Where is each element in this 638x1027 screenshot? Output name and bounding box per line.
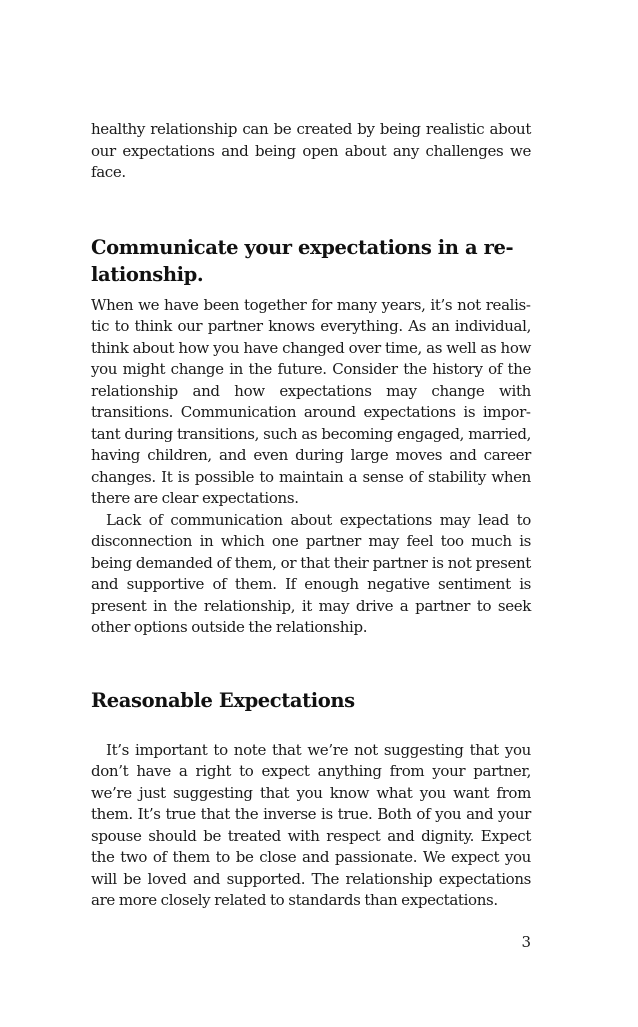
section-heading-reasonable: Reasonable Expectations (91, 688, 355, 712)
intro-paragraph: healthy relationship can be created by being realistic about our expectations and being open about any challenges we face. (91, 120, 531, 181)
section2-paragraph-1: It’s important to note that we’re not suggesting that you don’t have a right to expect anything from your partner, we’re just suggesting that you know what you want from them. It’s true that the inverse is true. Both of you and your spouse should be treated with respect and dignity. Expect the two of them to be close and passionate. We expect you will be loved and supported. The relationship expectations are more closely related to standards than expectations. (91, 740, 531, 909)
section1-paragraph-1: When we have been together for many years, it’s not realistic to think our partner knows everything. As an individual, think about how you have changed over time, as well as how you might change in the future. Consider the history of the relationship and how expectations may change with transitions. Communication around expectations is important during transitions, such as becoming engaged, married, having children, and even during large moves and career changes. It is possible to maintain a sense of stability when there are clear expectations. (91, 295, 531, 507)
spacer (91, 288, 531, 295)
spacer (91, 714, 531, 740)
section1-paragraph-2: Lack of communication about expectations may lead to disconnection in which one partner may feel too much is being demanded of them, or that their partner is not present and supportive of them. If enough negative sentiment is present in the relationship, it may drive a partner to seek other options outside the relationship. (91, 510, 531, 636)
page-body (91, 119, 531, 912)
spacer (91, 639, 531, 687)
spacer (91, 184, 531, 234)
page-number: 3 (521, 933, 531, 951)
section-heading-communicate: Communicate your expectations in a relationship. (91, 235, 514, 286)
